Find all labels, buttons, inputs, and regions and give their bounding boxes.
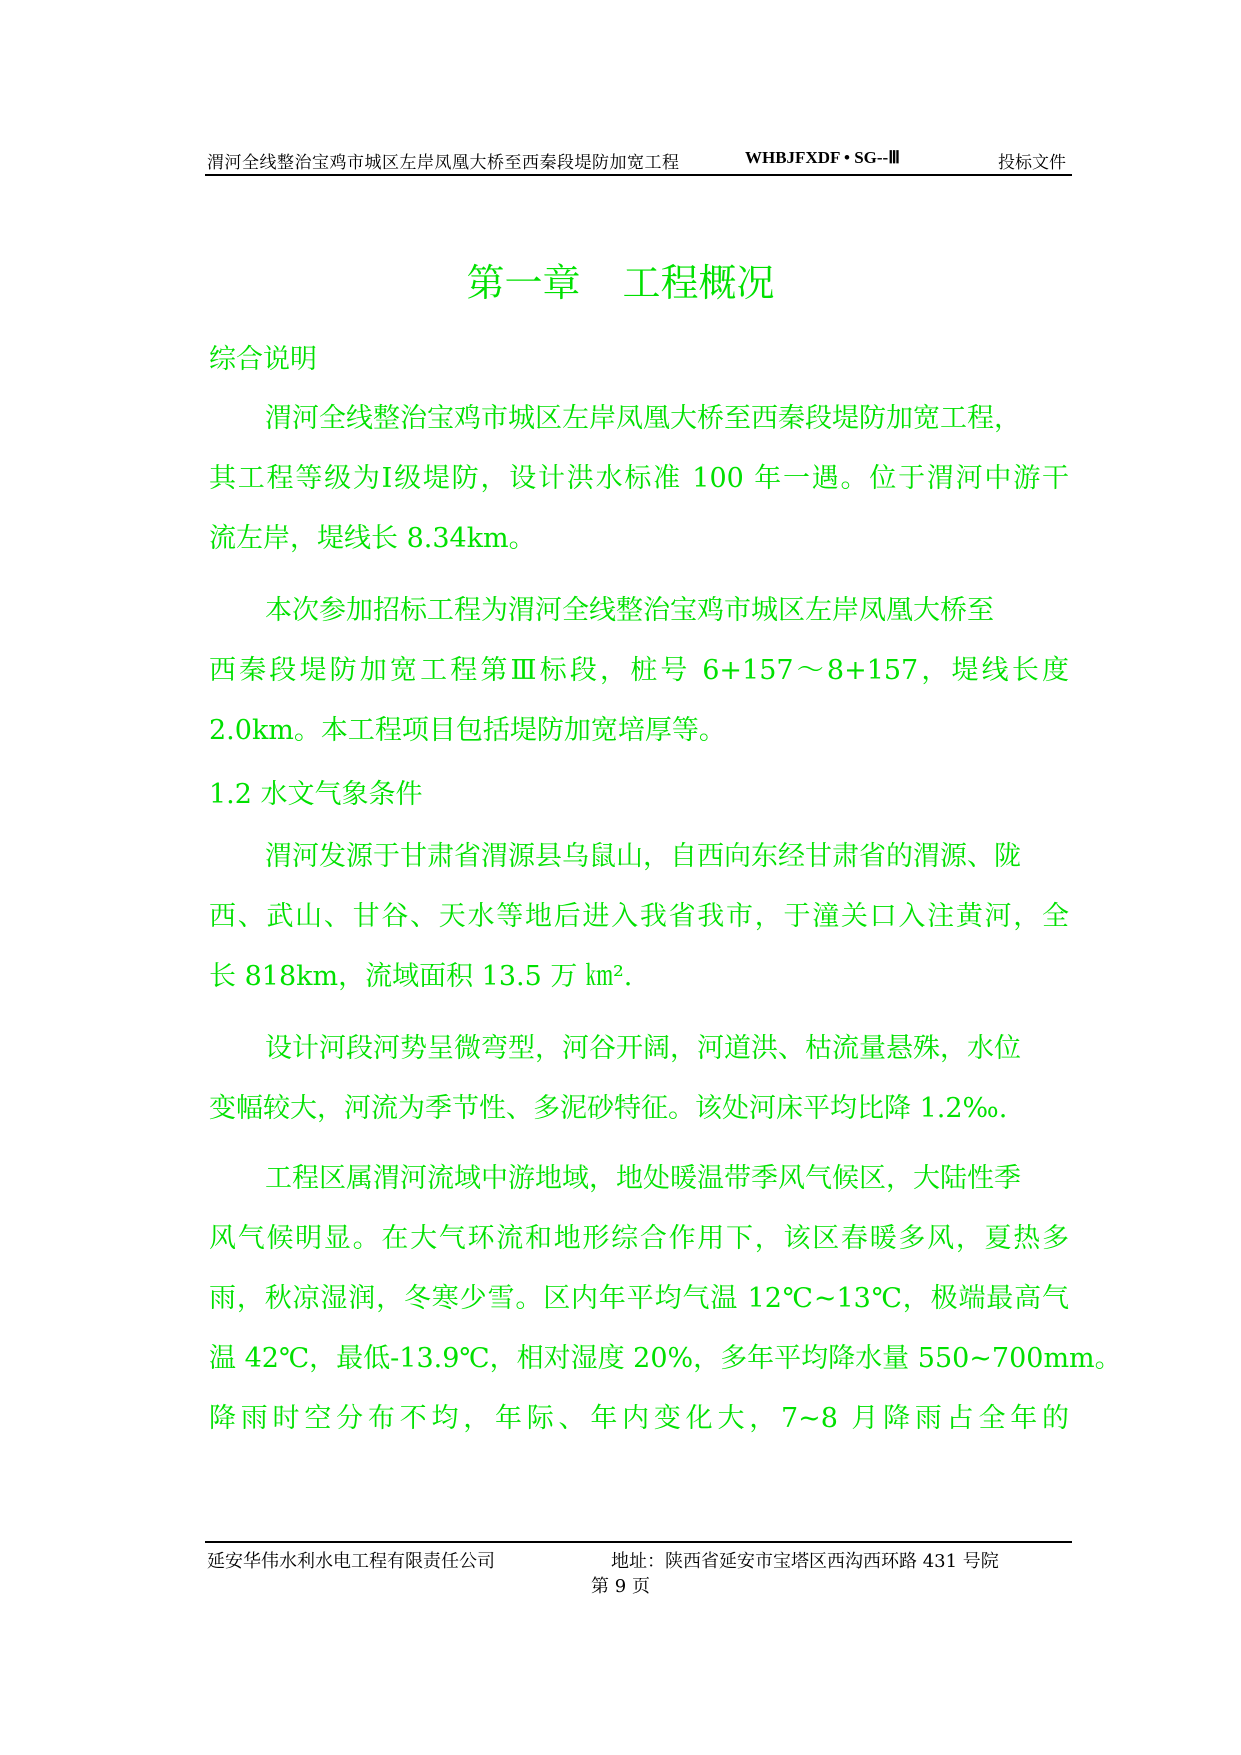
chapter-number: 第一章 (466, 261, 581, 305)
chapter-name: 工程概况 (622, 261, 775, 305)
paragraph-line: 渭河全线整治宝鸡市城区左岸凤凰大桥至西秦段堤防加宽工程， (265, 403, 1021, 434)
header-document-code: WHBJFXDF • SG--Ⅲ (745, 148, 900, 167)
section-heading-hydrology: 1.2 水文气象条件 (209, 779, 423, 810)
running-footer (205, 1541, 1072, 1573)
paragraph-line: 其工程等级为Ⅰ级堤防，设计洪水标准 100 年一遇。位于渭河中游干 (209, 463, 1069, 494)
page-number: 第 9 页 (591, 1576, 650, 1597)
paragraph-line: 本次参加招标工程为渭河全线整治宝鸡市城区左岸凤凰大桥至 (265, 595, 994, 626)
footer-company: 延安华伟水利水电工程有限责任公司 (207, 1551, 495, 1572)
paragraph-line: 渭河发源于甘肃省渭源县乌鼠山，自西向东经甘肃省的渭源、陇 (265, 841, 1021, 872)
paragraph-line: 设计河段河势呈微弯型，河谷开阔，河道洪、枯流量悬殊，水位 (265, 1033, 1021, 1064)
header-project-title: 渭河全线整治宝鸡市城区左岸凤凰大桥至西秦段堤防加宽工程 (207, 153, 680, 173)
paragraph-line: 流左岸，堤线长 8.34km。 (209, 523, 536, 554)
footer-address: 地址：陕西省延安市宝塔区西沟西环路 431 号院 (611, 1551, 999, 1572)
paragraph-line: 西秦段堤防加宽工程第Ⅲ标段，桩号 6+157～8+157，堤线长度 (209, 655, 1069, 686)
paragraph-line: 降雨时空分布不均，年际、年内变化大，7~8 月降雨占全年的 (209, 1403, 1069, 1434)
header-document-type: 投标文件 (998, 153, 1066, 173)
paragraph-line: 温 42℃，最低-13.9℃，相对湿度 20%，多年平均降水量 550~700mm。 (209, 1343, 1122, 1374)
paragraph-line: 西、武山、甘谷、天水等地后进入我省我市，于潼关口入注黄河，全 (209, 901, 1069, 932)
paragraph-line: 雨，秋凉湿润，冬寒少雪。区内年平均气温 12℃~13℃，极端最高气 (209, 1283, 1069, 1314)
paragraph-line: 工程区属渭河流域中游地域，地处暖温带季风气候区，大陆性季 (265, 1163, 1021, 1194)
paragraph-line: 变幅较大，河流为季节性、多泥砂特征。该处河床平均比降 1.2‰. (209, 1093, 1008, 1124)
section-heading-overview: 综合说明 (209, 344, 317, 375)
paragraph-line: 风气候明显。在大气环流和地形综合作用下，该区春暖多风，夏热多 (209, 1223, 1069, 1254)
paragraph-line: 长 818km，流域面积 13.5 万 ㎞². (209, 961, 633, 992)
chapter-title (0, 252, 1241, 307)
running-header (205, 144, 1072, 176)
paragraph-line: 2.0km。本工程项目包括堤防加宽培厚等。 (209, 715, 726, 746)
